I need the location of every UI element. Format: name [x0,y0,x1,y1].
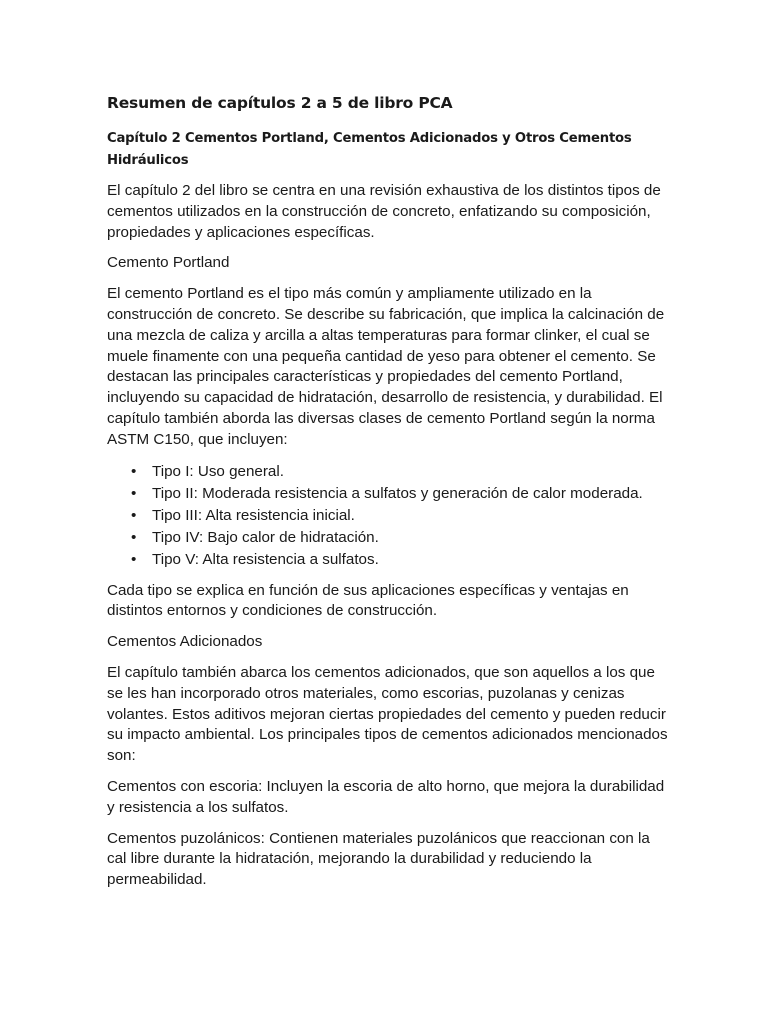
section-heading-portland: Cemento Portland [107,254,230,272]
list-item-text: Tipo V: Alta resistencia a sulfatos. [152,550,379,568]
intro-paragraph: El capítulo 2 del libro se centra en una revisión exhaustiva de los distintos tipos de cementos utilizados en la construcción de concreto, enfatizando su composición, propiedades y aplicaciones específicas. [107,182,661,241]
bullet-icon: • [131,506,137,524]
list-item [131,461,668,483]
document-title: Resumen de capítulos 2 a 5 de libro PCA [107,94,453,112]
section-heading-adicionados: Cementos Adicionados [107,633,263,651]
bullet-icon: • [131,528,137,546]
list-item-text: Tipo II: Moderada resistencia a sulfatos y generación de calor moderada. [152,484,643,502]
bullet-icon: • [131,550,137,568]
list-item [131,483,668,505]
bullet-icon: • [131,484,137,502]
list-item-text: Tipo III: Alta resistencia inicial. [152,506,355,524]
adicionados-paragraph: El capítulo también abarca los cementos adicionados, que son aquellos a los que se les han incorporado otros materiales, como escorias, puzolanas y cenizas volantes. Estos aditivos mejoran ciertas propiedades del cemento y pueden reducir su impacto ambiental. Los principales tipos de cementos adicionados mencionados son: [107,663,668,765]
list-item [131,505,668,527]
list-item [131,527,668,549]
chapter-heading: Capítulo 2 Cementos Portland, Cementos Adicionados y Otros Cementos Hidráulicos [107,131,632,168]
portland-closing-paragraph: Cada tipo se explica en función de sus aplicaciones específicas y ventajas en distintos entornos y condiciones de construcción. [107,581,629,620]
cement-types-list [107,461,668,571]
list-item-text: Tipo I: Uso general. [152,462,284,480]
portland-paragraph: El cemento Portland es el tipo más común y ampliamente utilizado en la construcción de concreto. Se describe su fabricación, que implica la calcinación de una mezcla de caliza y arcilla a altas temperaturas para formar clinker, el cual se muele finamente con una pequeña cantidad de yeso para obtener el cemento. Se destacan las principales características y propiedades del cemento Portland, incluyendo su capacidad de hidratación, desarrollo de resistencia, y durabilidad. El capítulo también aborda las diversas clases de cemento Portland según la norma ASTM C150, que incluyen: [107,285,665,448]
escoria-paragraph: Cementos con escoria: Incluyen la escoria de alto horno, que mejora la durabilidad y resistencia a los sulfatos. [107,777,665,816]
list-item [131,549,668,571]
list-item-text: Tipo IV: Bajo calor de hidratación. [152,528,379,546]
puzolanicos-paragraph: Cementos puzolánicos: Contienen materiales puzolánicos que reaccionan con la cal libre durante la hidratación, mejorando la durabilidad y reduciendo la permeabilidad. [107,829,650,889]
bullet-icon: • [131,462,137,480]
